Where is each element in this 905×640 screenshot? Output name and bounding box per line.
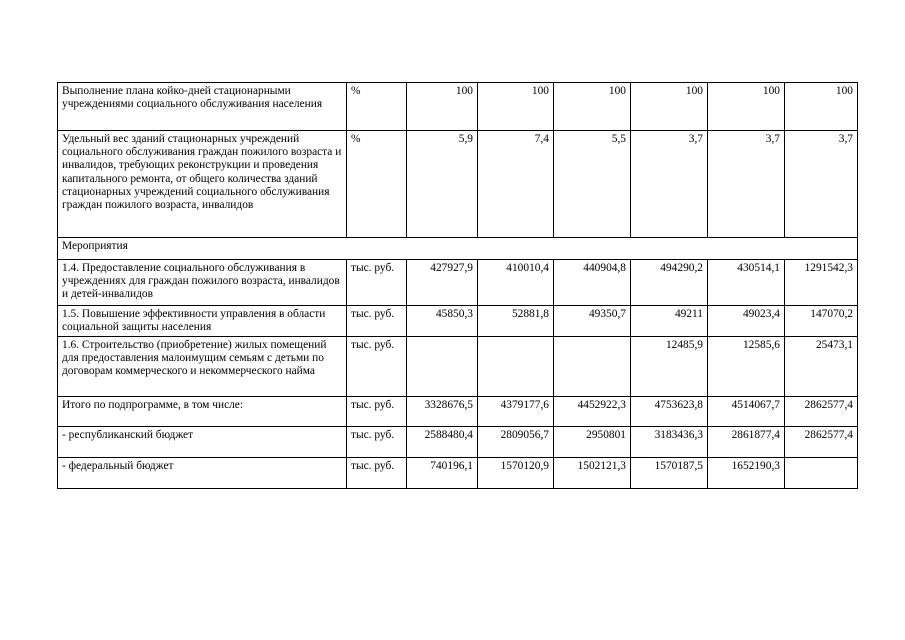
value-cell: 410010,4 [478, 260, 554, 306]
table-row [58, 458, 858, 489]
indicator-name: Итого по подпрограмме, в том числе: [58, 397, 347, 427]
value-cell: 2861877,4 [708, 427, 785, 458]
table-row [58, 260, 858, 306]
table-row [58, 83, 858, 131]
value-cell: 440904,8 [554, 260, 631, 306]
value-cell: 49350,7 [554, 306, 631, 337]
value-cell [478, 337, 554, 397]
value-cell: 1652190,3 [708, 458, 785, 489]
value-cell: 147070,2 [785, 306, 858, 337]
value-cell: 100 [407, 83, 478, 131]
value-cell [785, 458, 858, 489]
value-cell: 100 [554, 83, 631, 131]
unit-cell: тыс. руб. [347, 458, 407, 489]
indicator-name: Удельный вес зданий стационарных учреждений социального обслуживания граждан пожилого возраста и инвалидов, требующих реконструкции и проведения капитального ремонта, от общего количества зданий стационарных учреждений социального обслуживания граждан пожилого возраста, инвалидов [58, 131, 347, 238]
value-cell: 25473,1 [785, 337, 858, 397]
unit-cell: тыс. руб. [347, 337, 407, 397]
unit-cell: тыс. руб. [347, 260, 407, 306]
table-row [58, 337, 858, 397]
value-cell: 2809056,7 [478, 427, 554, 458]
value-cell: 100 [631, 83, 708, 131]
indicator-name: - республиканский бюджет [58, 427, 347, 458]
unit-cell: тыс. руб. [347, 427, 407, 458]
value-cell: 2862577,4 [785, 427, 858, 458]
value-cell: 740196,1 [407, 458, 478, 489]
unit-cell: тыс. руб. [347, 306, 407, 337]
budget-indicators-table [57, 82, 858, 489]
table-row [58, 427, 858, 458]
value-cell: 12485,9 [631, 337, 708, 397]
section-row [58, 238, 858, 260]
value-cell: 49023,4 [708, 306, 785, 337]
value-cell: 100 [478, 83, 554, 131]
value-cell: 1502121,3 [554, 458, 631, 489]
indicator-name: 1.5. Повышение эффективности управления в области социальной защиты населения [58, 306, 347, 337]
value-cell: 2588480,4 [407, 427, 478, 458]
value-cell: 52881,8 [478, 306, 554, 337]
value-cell [554, 337, 631, 397]
value-cell: 1291542,3 [785, 260, 858, 306]
value-cell: 4452922,3 [554, 397, 631, 427]
value-cell: 3,7 [785, 131, 858, 238]
indicator-name: - федеральный бюджет [58, 458, 347, 489]
value-cell: 3183436,3 [631, 427, 708, 458]
value-cell: 494290,2 [631, 260, 708, 306]
indicator-name: Выполнение плана койко-дней стационарными учреждениями социального обслуживания населения [58, 83, 347, 131]
value-cell: 3328676,5 [407, 397, 478, 427]
value-cell: 5,9 [407, 131, 478, 238]
table-row [58, 131, 858, 238]
table-row [58, 306, 858, 337]
value-cell: 4379177,6 [478, 397, 554, 427]
value-cell: 5,5 [554, 131, 631, 238]
value-cell: 7,4 [478, 131, 554, 238]
value-cell: 2862577,4 [785, 397, 858, 427]
value-cell: 100 [785, 83, 858, 131]
section-heading: Мероприятия [58, 238, 858, 260]
indicator-name: 1.4. Предоставление социального обслуживания в учреждениях для граждан пожилого возраста, инвалидов и детей-инвалидов [58, 260, 347, 306]
value-cell: 1570187,5 [631, 458, 708, 489]
table-row [58, 397, 858, 427]
value-cell: 49211 [631, 306, 708, 337]
unit-cell: % [347, 131, 407, 238]
indicator-name: 1.6. Строительство (приобретение) жилых помещений для предоставления малоимущим семьям с детьми по договорам коммерческого и некоммерческого найма [58, 337, 347, 397]
value-cell: 45850,3 [407, 306, 478, 337]
value-cell: 12585,6 [708, 337, 785, 397]
value-cell: 100 [708, 83, 785, 131]
unit-cell: % [347, 83, 407, 131]
value-cell: 3,7 [708, 131, 785, 238]
unit-cell: тыс. руб. [347, 397, 407, 427]
value-cell [407, 337, 478, 397]
value-cell: 4514067,7 [708, 397, 785, 427]
value-cell: 427927,9 [407, 260, 478, 306]
value-cell: 2950801 [554, 427, 631, 458]
value-cell: 3,7 [631, 131, 708, 238]
value-cell: 4753623,8 [631, 397, 708, 427]
value-cell: 1570120,9 [478, 458, 554, 489]
value-cell: 430514,1 [708, 260, 785, 306]
